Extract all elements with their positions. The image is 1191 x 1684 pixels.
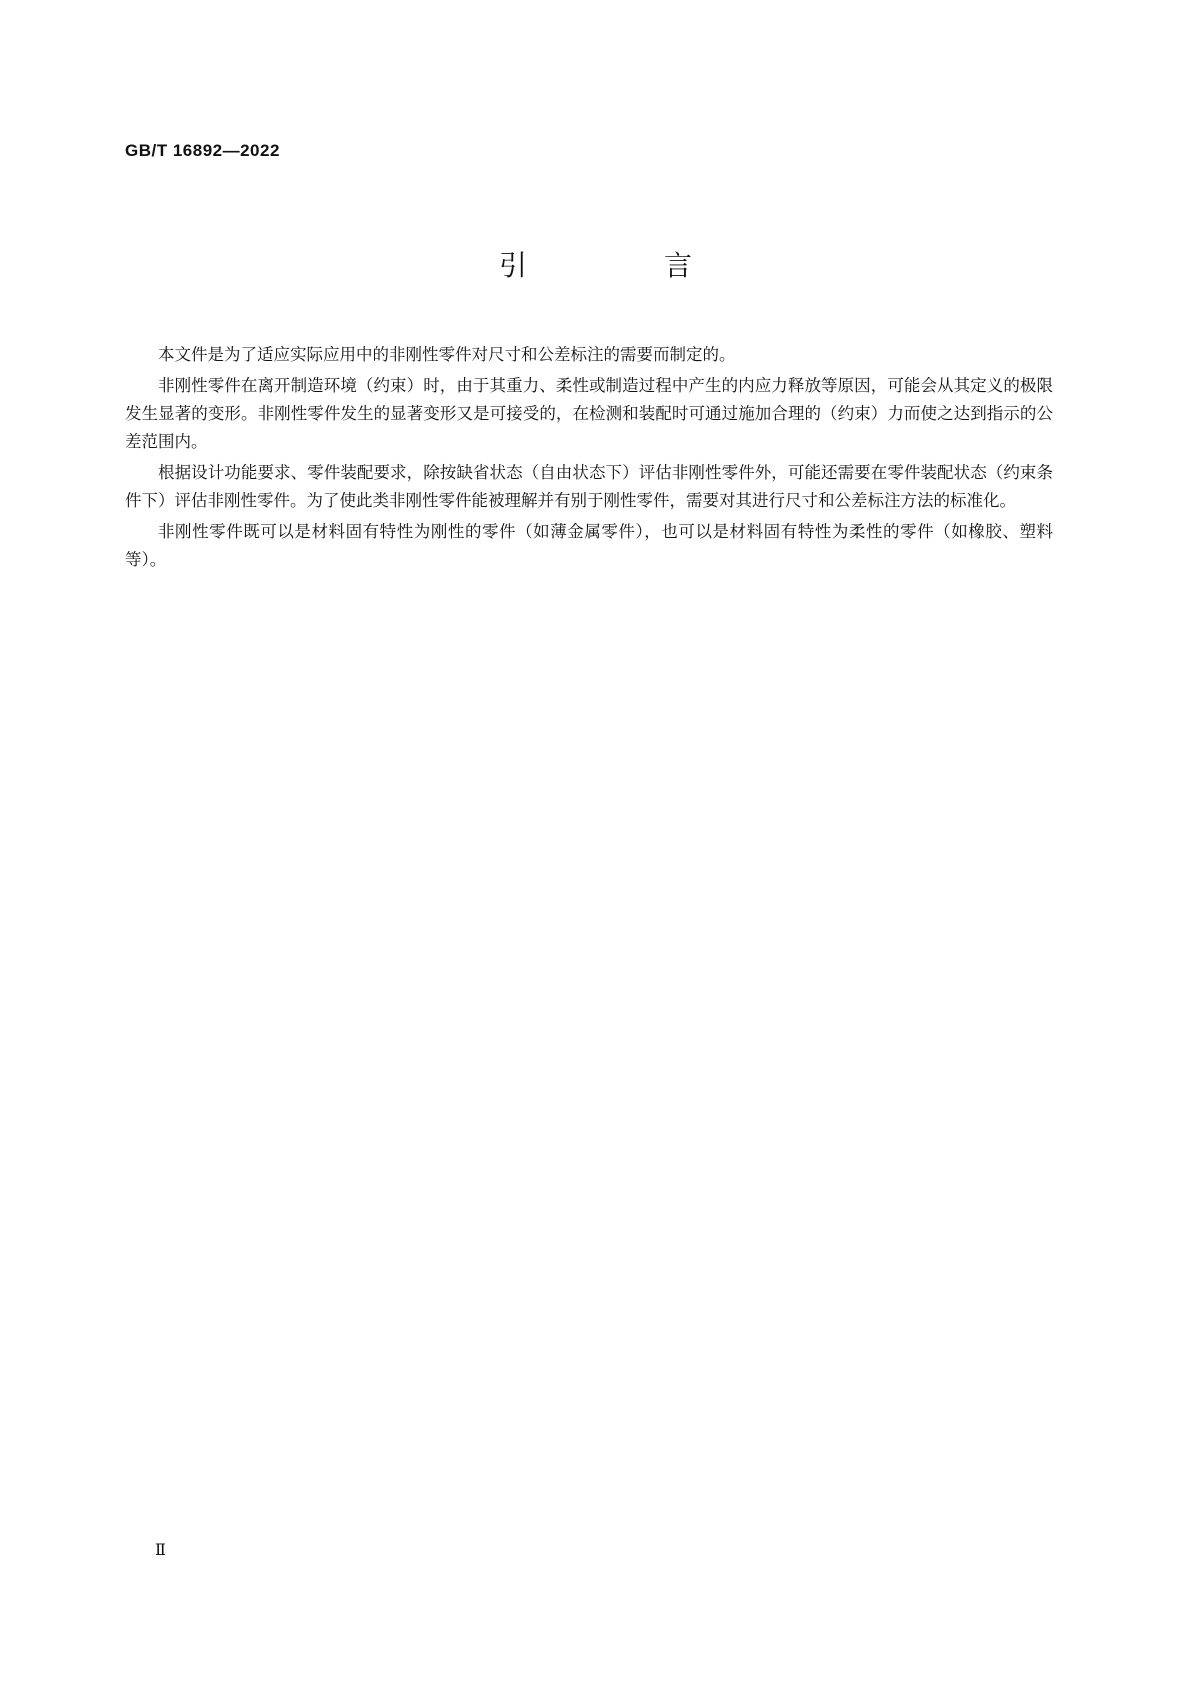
page-number: Ⅱ [155,1540,166,1559]
standard-code: GB/T 16892—2022 [125,141,280,160]
paragraph-4: 非刚性零件既可以是材料固有特性为刚性的零件（如薄金属零件），也可以是材料固有特性为柔性的零件（如橡胶、塑料等）。 [125,522,1053,569]
page-title: 引 言 [499,249,756,282]
introduction-body [125,341,1053,577]
paragraph-1: 本文件是为了适应实际应用中的非刚性零件对尺寸和公差标注的需要而制定的。 [158,345,736,364]
paragraph-2: 非刚性零件在离开制造环境（约束）时，由于其重力、柔性或制造过程中产生的内应力释放等原因，可能会从其定义的极限发生显著的变形。非刚性零件发生的显著变形又是可接受的，在检测和装配时可通过施加合理的（约束）力而使之达到指示的公差范围内。 [125,376,1053,451]
paragraph-3: 根据设计功能要求、零件装配要求，除按缺省状态（自由状态下）评估非刚性零件外，可能还需要在零件装配状态（约束条件下）评估非刚性零件。为了使此类非刚性零件能被理解并有别于刚性零件，需要对其进行尺寸和公差标注方法的标准化。 [125,463,1053,510]
